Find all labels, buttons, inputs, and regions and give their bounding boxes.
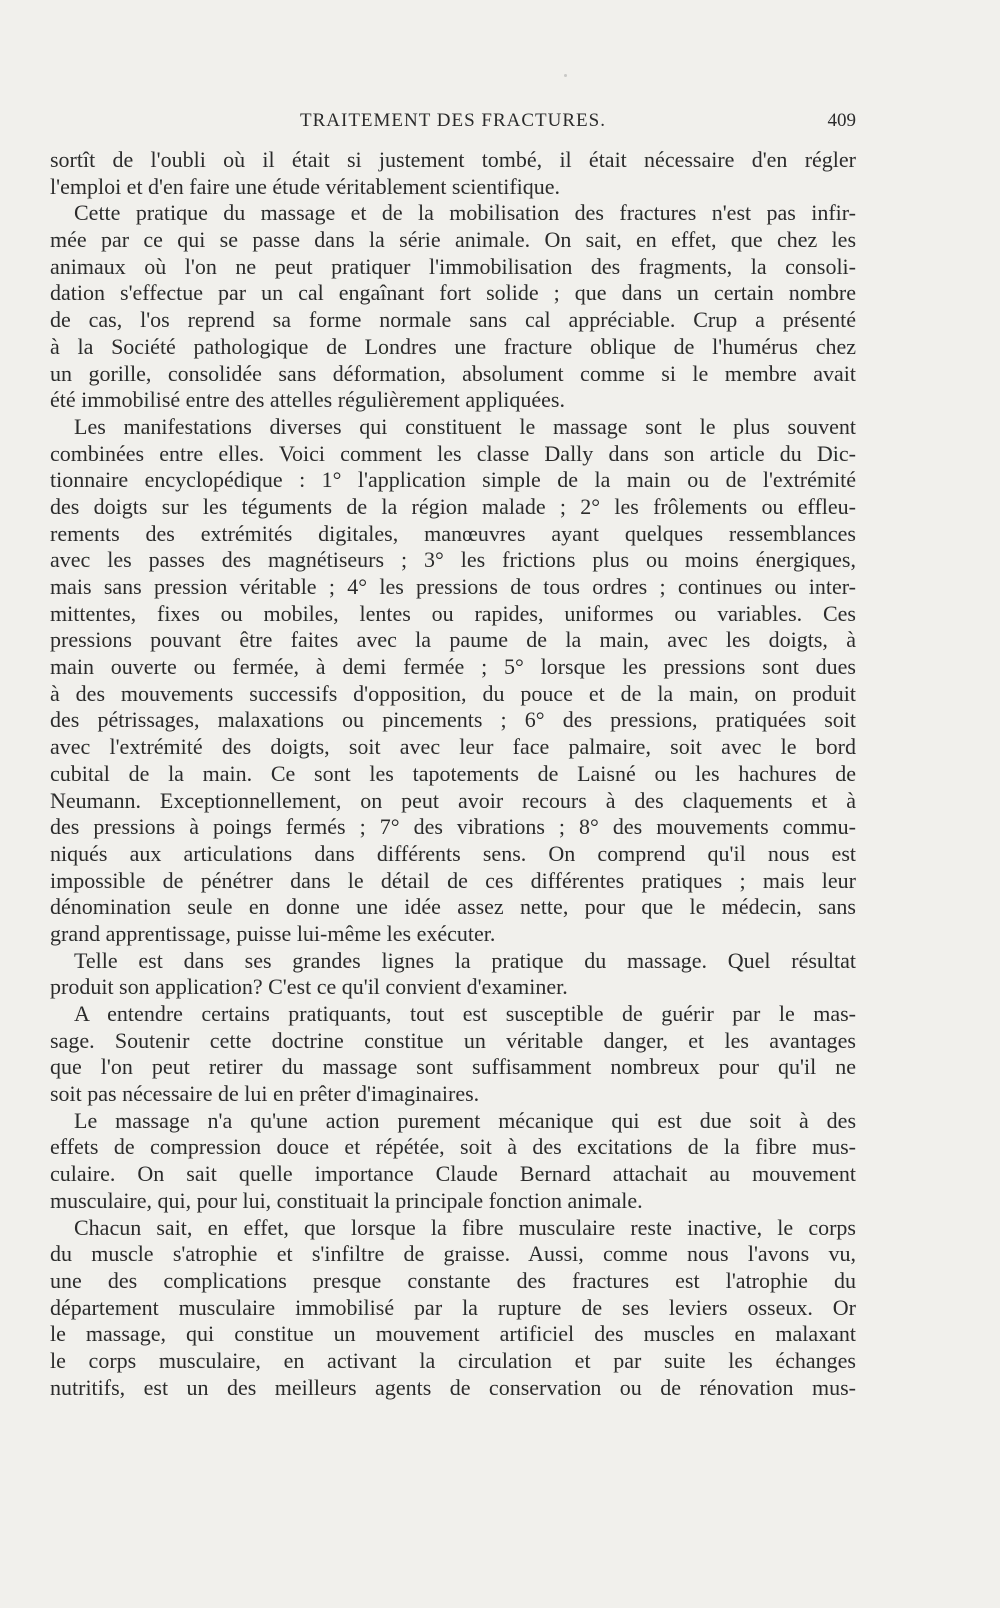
text-line: sage. Soutenir cette doctrine constitue un véritable danger, et les avantages [50, 1027, 856, 1053]
text-line: une des complications presque constante des fractures est l'atrophie du [50, 1267, 856, 1293]
text-line: pressions pouvant être faites avec la paume de la main, avec les doigts, à [50, 627, 856, 653]
text-line: de cas, l'os reprend sa forme normale sans cal appréciable. Crup a présenté [50, 307, 856, 333]
text-line: avec les passes des magnétiseurs ; 3° les frictions plus ou moins énergiques, [50, 547, 856, 573]
text-line: culaire. On sait quelle importance Claude Bernard attachait au mouvement [50, 1161, 856, 1187]
text-line: le massage, qui constitue un mouvement artificiel des muscles en malaxant [50, 1321, 856, 1347]
text-line: rements des extrémités digitales, manœuvres ayant quelques ressemblances [50, 520, 856, 546]
text-line: que l'on peut retirer du massage sont suffisamment nombreux pour qu'il ne [50, 1054, 856, 1080]
text-line: niqués aux articulations dans différents sens. On comprend qu'il nous est [50, 840, 856, 866]
text-line: dation s'effectue par un cal engaînant fort solide ; que dans un certain nombre [50, 280, 856, 306]
text-line: des doigts sur les téguments de la région malade ; 2° les frôlements ou effleu- [50, 493, 856, 519]
text-line: cubital de la main. Ce sont les tapotements de Laisné ou les hachures de [50, 760, 856, 786]
text-line: du muscle s'atrophie et s'infiltre de graisse. Aussi, comme nous l'avons vu, [50, 1241, 856, 1267]
text-line: des pressions à poings fermés ; 7° des vibrations ; 8° des mouvements commu- [50, 814, 856, 840]
text-line: avec l'extrémité des doigts, soit avec leur face palmaire, soit avec le bord [50, 734, 856, 760]
text-line: Le massage n'a qu'une action purement mécanique qui est due soit à des [74, 1107, 856, 1133]
text-line: main ouverte ou fermée, à demi fermée ; 5° lorsque les pressions sont dues [50, 654, 856, 680]
running-head [50, 110, 856, 136]
text-line: sortît de l'oubli où il était si justement tombé, il était nécessaire d'en régler [50, 147, 856, 172]
text-line: l'emploi et d'en faire une étude véritablement scientifique. [50, 173, 561, 199]
text-line: Les manifestations diverses qui constituent le massage sont le plus souvent [74, 413, 856, 439]
text-line: Cette pratique du massage et de la mobilisation des fractures n'est pas infir- [74, 200, 856, 226]
text-line: produit son application? C'est ce qu'il convient d'examiner. [50, 974, 568, 1000]
body-text [50, 147, 856, 1401]
text-line: des pétrissages, malaxations ou pincements ; 6° des pressions, pratiquées soit [50, 707, 856, 733]
text-line: été immobilisé entre des attelles régulièrement appliquées. [50, 387, 565, 413]
text-line: département musculaire immobilisé par la rupture de ses leviers osseux. Or [50, 1294, 856, 1320]
text-line: à la Société pathologique de Londres une fracture oblique de l'humérus chez [50, 333, 856, 359]
text-line: effets de compression douce et répétée, soit à des excitations de la fibre mus- [50, 1134, 856, 1160]
text-line: grand apprentissage, puisse lui-même les exécuter. [50, 920, 496, 946]
text-line: un gorille, consolidée sans déformation, absolument comme si le membre avait [50, 360, 856, 386]
page-number: 409 [827, 110, 856, 131]
text-line: Neumann. Exceptionnellement, on peut avoir recours à des claquements et à [50, 787, 856, 813]
text-line: combinées entre elles. Voici comment les classe Dally dans son article du Dic- [50, 440, 856, 466]
text-line: mais sans pression véritable ; 4° les pressions de tous ordres ; continues ou inter- [50, 574, 856, 599]
running-title: TRAITEMENT DES FRACTURES. [300, 110, 606, 131]
paper-speck [564, 74, 567, 77]
text-line: Telle est dans ses grandes lignes la pratique du massage. Quel résultat [74, 947, 856, 973]
text-line: tionnaire encyclopédique : 1° l'application simple de la main ou de l'extrémité [50, 467, 856, 493]
text-line: nutritifs, est un des meilleurs agents de conservation ou de rénovation mus- [50, 1374, 856, 1400]
text-line: impossible de pénétrer dans le détail de ces différentes pratiques ; mais leur [50, 867, 856, 893]
text-line: à des mouvements successifs d'opposition, du pouce et de la main, on produit [50, 680, 856, 706]
text-line: A entendre certains pratiquants, tout est susceptible de guérir par le mas- [74, 1001, 856, 1026]
text-line: soit pas nécessaire de lui en prêter d'imaginaires. [50, 1081, 480, 1107]
text-line: Chacun sait, en effet, que lorsque la fibre musculaire reste inactive, le corps [74, 1214, 856, 1240]
text-line: mittentes, fixes ou mobiles, lentes ou rapides, uniformes ou variables. Ces [50, 600, 856, 626]
text-line: dénomination seule en donne une idée assez nette, pour que le médecin, sans [50, 894, 856, 920]
text-line: le corps musculaire, en activant la circulation et par suite les échanges [50, 1347, 856, 1373]
text-line: mée par ce qui se passe dans la série animale. On sait, en effet, que chez les [50, 227, 856, 253]
text-line: musculaire, qui, pour lui, constituait la principale fonction animale. [50, 1187, 643, 1213]
text-line: animaux où l'on ne peut pratiquer l'immobilisation des fragments, la consoli- [50, 253, 856, 279]
